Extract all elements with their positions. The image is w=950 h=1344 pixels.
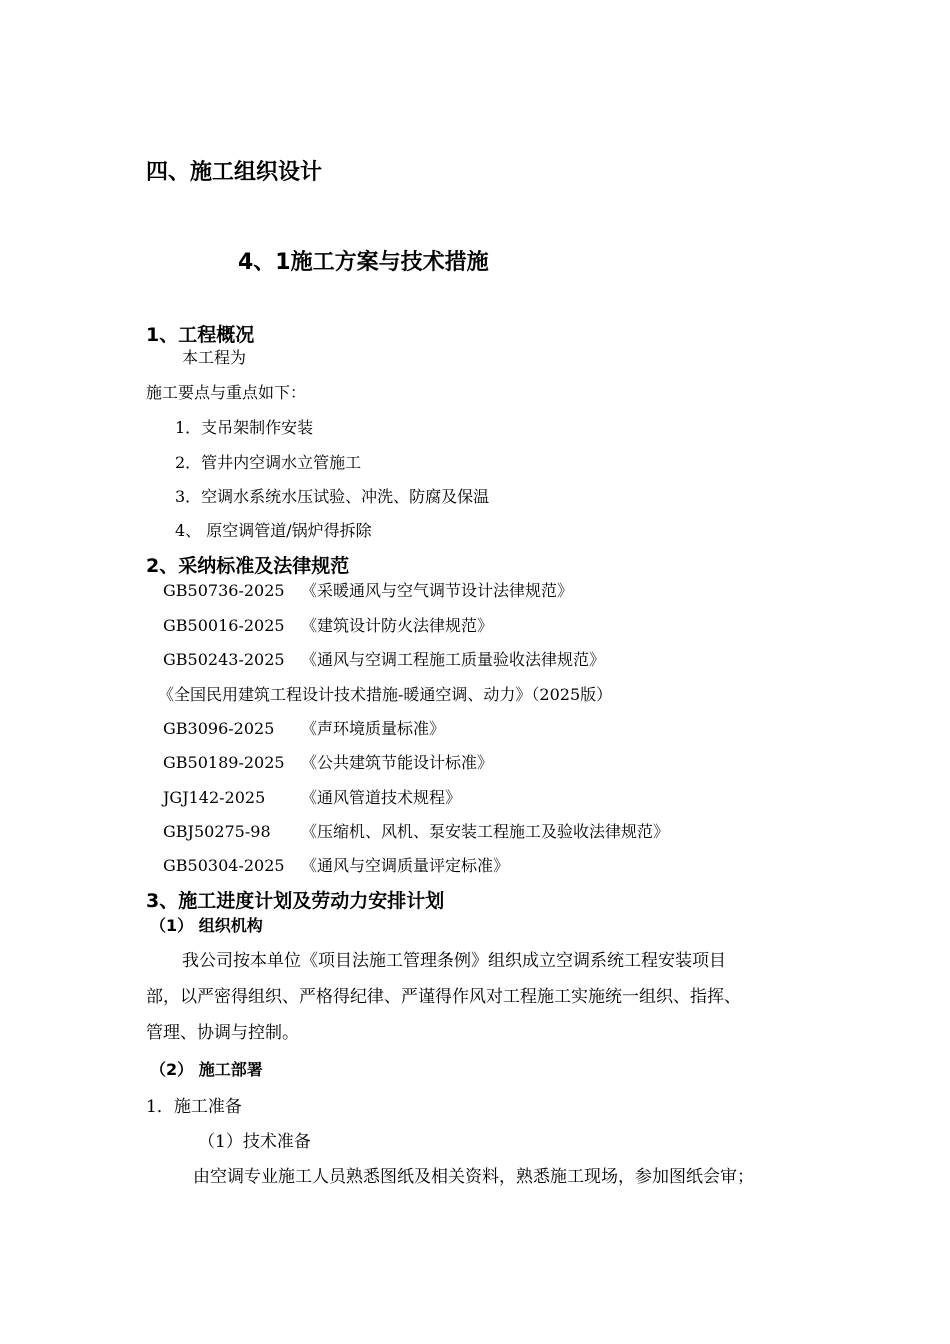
tech-prep-text: 由空调专业施工人员熟悉图纸及相关资料，熟悉施工现场，参加图纸会审； [193, 1167, 754, 1187]
standard-code: JGJ142-2025 [163, 788, 266, 807]
standard-name: 《声环境质量标准》 [301, 719, 446, 738]
paragraph-line: 部，以严密得组织、严格得纪律、严谨得作风对工程施工实施统一组织、指挥、 [146, 987, 741, 1007]
standard-code: GB50016-2025 [163, 616, 285, 635]
paragraph-line: 我公司按本单位《项目法施工管理条例》组织成立空调系统工程安装项目 [182, 951, 726, 971]
standard-row [163, 647, 605, 670]
standard-name: 《采暖通风与空气调节设计法律规范》 [301, 581, 574, 600]
standard-row [163, 613, 493, 636]
paragraph-line: 管理、协调与控制。 [146, 1023, 299, 1043]
standard-row [163, 716, 445, 739]
s2-heading: 2、采纳标准及法律规范 [146, 555, 350, 577]
standard-name: 《通风管道技术规程》 [301, 788, 462, 807]
s3-sub1-heading: （1） 组织机构 [150, 916, 263, 935]
standard-code: GB3096-2025 [163, 719, 275, 738]
standard-row [163, 785, 461, 808]
list-item: 1．支吊架制作安装 [175, 418, 314, 437]
standard-row [163, 750, 493, 773]
standard-name: 《压缩机、风机、泵安装工程施工及验收法律规范》 [301, 822, 670, 841]
standard-name: 《通风与空调工程施工质量验收法律规范》 [301, 650, 606, 669]
standard-name: 《公共建筑节能设计标准》 [301, 753, 494, 772]
section-title: 4、1施工方案与技术措施 [238, 250, 489, 275]
chapter-title: 四、施工组织设计 [146, 160, 323, 185]
standard-name: 《建筑设计防火法律规范》 [301, 616, 494, 635]
standard-code: GB50189-2025 [163, 753, 285, 772]
s1-points-lead: 施工要点与重点如下： [146, 383, 307, 402]
list-item: 3．空调水系统水压试验、冲洗、防腐及保温 [175, 487, 490, 506]
list-item: 2．管井内空调水立管施工 [175, 453, 362, 472]
s3-sub2-heading: （2） 施工部署 [150, 1060, 263, 1079]
standard-row [163, 819, 669, 842]
s1-heading: 1、工程概况 [146, 324, 255, 346]
standard-row [163, 578, 573, 601]
prep-heading: 1．施工准备 [146, 1097, 242, 1117]
standard-name: 《通风与空调质量评定标准》 [301, 856, 510, 875]
tech-prep-heading: （1）技术准备 [198, 1132, 311, 1152]
standard-code: GB50304-2025 [163, 856, 285, 875]
standard-code: GB50243-2025 [163, 650, 285, 669]
s1-intro: 本工程为 [182, 348, 247, 367]
standard-code: GBJ50275-98 [163, 822, 271, 841]
national-measure: 《全国民用建筑工程设计技术措施-暖通空调、动力》（2025版） [158, 685, 613, 704]
standard-code: GB50736-2025 [163, 581, 285, 600]
s3-heading: 3、施工进度计划及劳动力安排计划 [146, 890, 445, 912]
standard-row [163, 853, 509, 876]
list-item: 4、 原空调管道/锅炉得拆除 [175, 521, 372, 540]
